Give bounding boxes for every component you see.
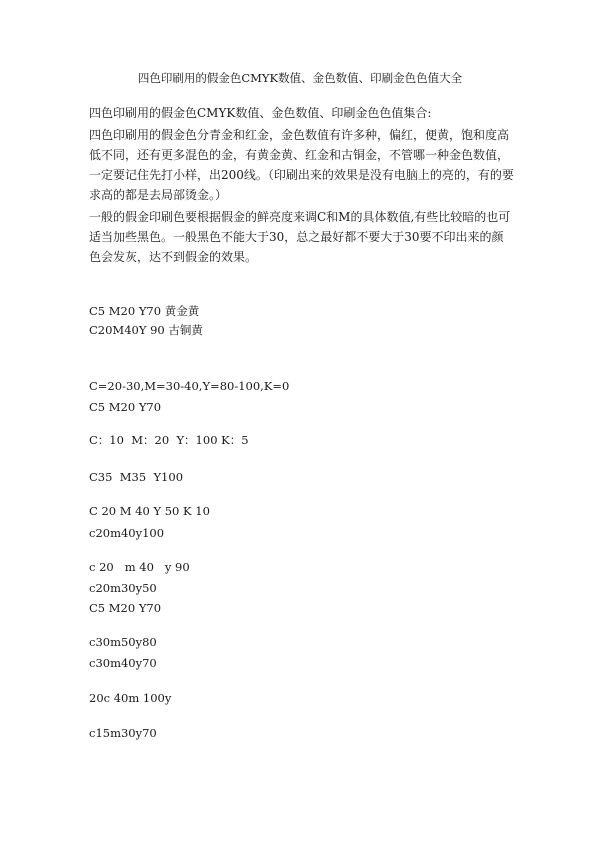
- color-value-line: c20m40y100: [89, 526, 165, 540]
- color-value-line: C35 M35 Y100: [89, 470, 184, 484]
- color-value-line: C5 M20 Y70: [89, 400, 162, 414]
- color-value-line: 20c 40m 100y: [89, 691, 172, 705]
- page-title: 四色印刷用的假金色CMYK数值、金色数值、印刷金色色值大全: [137, 71, 463, 85]
- color-value-line: c15m30y70: [89, 726, 157, 740]
- color-value-line: C5 M20 Y70: [89, 601, 162, 615]
- color-value-line: C=20-30,M=30-40,Y=80-100,K=0: [89, 379, 290, 393]
- note-paragraph: 一般的假金印刷色要根据假金的鲜亮度来调C和M的具体数值,有些比较暗的也可适当加些黑色。一般黑色不能大于30，总之最好都不要大于30要不印出来的颜色会发灰，达不到假金的效果。: [89, 210, 511, 264]
- intro-heading: 四色印刷用的假金色CMYK数值、金色数值、印刷金色色值集合:: [89, 106, 432, 120]
- color-value-line: C20M40Y 90 古铜黄: [89, 323, 203, 337]
- color-value-line: c 20 m 40 y 90: [89, 560, 190, 574]
- color-value-line: c30m40y70: [89, 656, 157, 670]
- color-value-line: C5 M20 Y70 黄金黄: [89, 304, 200, 318]
- intro-paragraph: 四色印刷用的假金色分青金和红金，金色数值有许多种，偏红，便黄，饱和度高低不同，还有更多混色的金，有黄金黄、红金和古铜金，不管哪一种金色数值，一定要记住先打小样，出200线。（印刷出来的效果是没有电脑上的亮的，有的要求高的都是去局部烫金。）: [89, 128, 514, 202]
- color-value-line: C 20 M 40 Y 50 K 10: [89, 504, 210, 518]
- color-value-line: c30m50y80: [89, 635, 157, 649]
- color-value-line: c20m30y50: [89, 581, 157, 595]
- color-value-line: C：10 M：20 Y：100 K：5: [89, 433, 249, 447]
